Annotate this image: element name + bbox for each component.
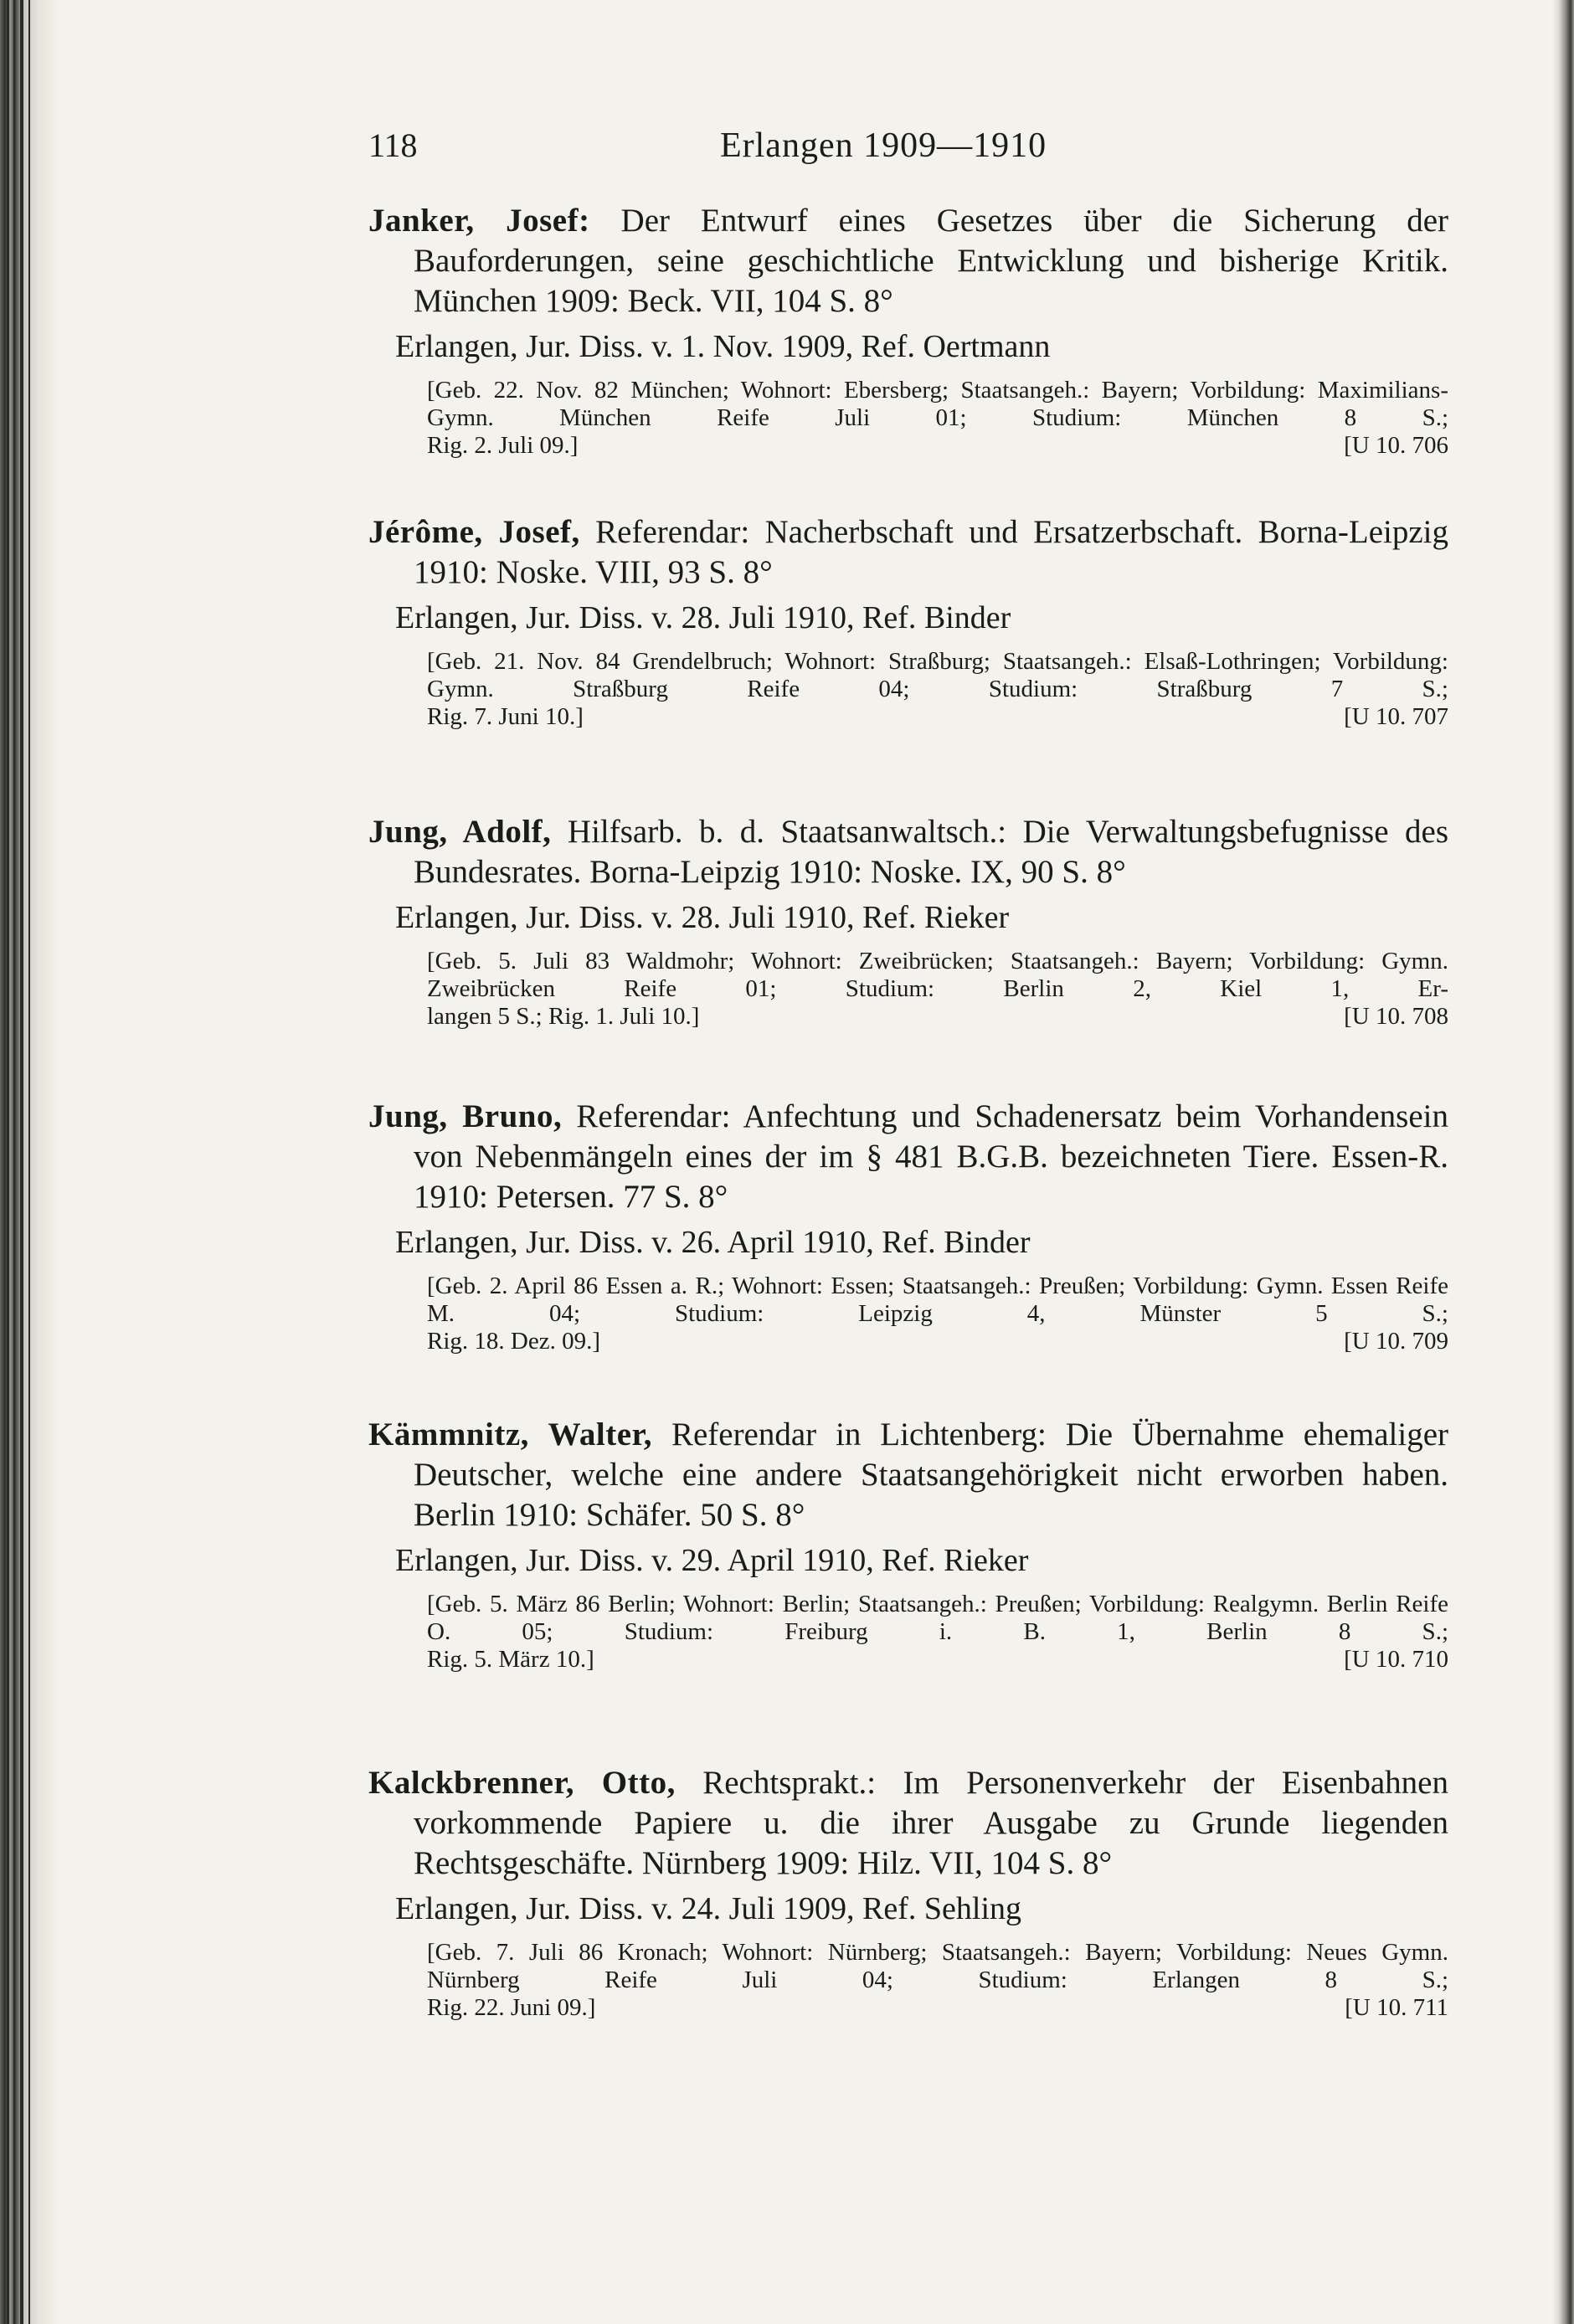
entry-biography-end: Rig. 2. Juli 09.] xyxy=(427,432,579,459)
entry-author: Jung, Bruno, xyxy=(368,1098,563,1134)
entry-biography-text: [Geb. 5. März 86 Berlin; Wohnort: Berlin; Staatsangeh.: Preußen; Vorbildung: Realgymn. Berlin Reife O. 05; Studium: Freiburg i. B. 1, Berlin 8 S.; xyxy=(427,1591,1448,1645)
page-header xyxy=(368,126,1448,176)
entry-dissertation: Erlangen, Jur. Diss. v. 28. Juli 1910, Ref. Binder xyxy=(395,600,1011,635)
entry-dissertation: Erlangen, Jur. Diss. v. 26. April 1910, Ref. Binder xyxy=(395,1225,1031,1260)
entry-biography-end: Rig. 7. Juni 10.] xyxy=(427,703,584,730)
entry-biography-text: [Geb. 7. Juli 86 Kronach; Wohnort: Nürnberg; Staatsangeh.: Bayern; Vorbildung: Neues Gymn. Nürnberg Reife Juli 04; Studium: Erlangen 8 S.; xyxy=(427,1939,1448,1993)
page-number: 118 xyxy=(368,126,418,164)
entry-biography-end: Rig. 22. Juni 09.] xyxy=(427,1994,596,2021)
bibliography-entry xyxy=(368,812,1448,1031)
entry-title-block xyxy=(368,1097,1448,1217)
entry-dissertation: Erlangen, Jur. Diss. v. 29. April 1910, Ref. Rieker xyxy=(395,1543,1029,1578)
bibliography-entry xyxy=(368,1763,1448,2022)
entry-title-block xyxy=(368,1763,1448,1884)
entry-dissertation: Erlangen, Jur. Diss. v. 1. Nov. 1909, Ref. Oertmann xyxy=(395,329,1051,364)
entry-title: Referendar: Nacherbschaft und Ersatzerbschaft. Borna-Leipzig 1910: Noske. VIII, 93 S. 8° xyxy=(414,514,1448,590)
entry-biography-text: [Geb. 21. Nov. 84 Grendelbruch; Wohnort: Straßburg; Staatsangeh.: Elsaß-Lothringen; Vorbildung: Gymn. Straßburg Reife 04; Studium: Straßburg 7 S.; xyxy=(427,648,1448,702)
entry-reference-number: [U 10. 708 xyxy=(1344,1003,1448,1030)
entry-title-block xyxy=(368,512,1448,593)
entry-biography xyxy=(427,1591,1448,1674)
bibliography-entry xyxy=(368,201,1448,460)
entry-biography xyxy=(427,377,1448,460)
bibliography-entry xyxy=(368,1415,1448,1674)
entry-title-block xyxy=(368,201,1448,321)
entry-reference-number: [U 10. 707 xyxy=(1344,703,1448,730)
running-title: Erlangen 1909—1910 xyxy=(720,126,1047,165)
entry-reference-number: [U 10. 706 xyxy=(1344,432,1448,459)
entry-author: Kämmnitz, Walter, xyxy=(368,1417,653,1452)
entry-author: Jung, Adolf, xyxy=(368,814,552,850)
entry-dissertation: Erlangen, Jur. Diss. v. 28. Juli 1910, Ref. Rieker xyxy=(395,900,1010,935)
entry-biography-end: langen 5 S.; Rig. 1. Juli 10.] xyxy=(427,1003,700,1030)
bibliography-entry xyxy=(368,512,1448,731)
entry-dissertation: Erlangen, Jur. Diss. v. 24. Juli 1909, Ref. Sehling xyxy=(395,1891,1021,1926)
entry-title-block xyxy=(368,812,1448,892)
entry-biography-text: [Geb. 22. Nov. 82 München; Wohnort: Ebersberg; Staatsangeh.: Bayern; Vorbildung: Maximilians-Gymn. München Reife Juli 01; Studium: München 8 S.; xyxy=(427,377,1448,431)
entry-biography-text: [Geb. 5. Juli 83 Waldmohr; Wohnort: Zweibrücken; Staatsangeh.: Bayern; Vorbildung: Gymn. Zweibrücken Reife 01; Studium: Berlin 2, Kiel 1, Er- xyxy=(427,948,1448,1002)
entry-biography-text: [Geb. 2. April 86 Essen a. R.; Wohnort: Essen; Staatsangeh.: Preußen; Vorbildung: Gymn. Essen Reife M. 04; Studium: Leipzig 4, Münster 5 S.; xyxy=(427,1273,1448,1327)
page-binding-edge xyxy=(0,0,59,2324)
entry-title: Referendar: Anfechtung und Schadenersatz beim Vorhandensein von Nebenmängeln eines der im § 481 B.G.B. bezeichneten Tiere. Essen-R. 1910: Petersen. 77 S. 8° xyxy=(414,1098,1449,1215)
entry-biography xyxy=(427,948,1448,1031)
entry-reference-number: [U 10. 711 xyxy=(1345,1994,1448,2021)
entry-biography-end: Rig. 5. März 10.] xyxy=(427,1646,594,1673)
entry-title: Referendar in Lichtenberg: Die Übernahme ehemaliger Deutscher, welche eine andere Staatsangehörigkeit nicht erworben haben. Berlin 1910: Schäfer. 50 S. 8° xyxy=(414,1417,1449,1533)
entry-title: Rechtsprakt.: Im Personenverkehr der Eisenbahnen vorkommende Papiere u. die ihrer Ausgabe zu Grunde liegenden Rechtsgeschäfte. Nürnberg 1909: Hilz. VII, 104 S. 8° xyxy=(414,1765,1448,1881)
bibliography-entry xyxy=(368,1097,1448,1355)
entry-reference-number: [U 10. 709 xyxy=(1344,1328,1448,1355)
entry-biography xyxy=(427,1273,1448,1355)
page-right-edge xyxy=(1552,0,1574,2324)
entry-title: Der Entwurf eines Gesetzes über die Sicherung der Bauforderungen, seine geschichtliche Entwicklung und bisherige Kritik. München 1909: Beck. VII, 104 S. 8° xyxy=(414,203,1448,319)
entry-biography xyxy=(427,648,1448,731)
entry-title-block xyxy=(368,1415,1448,1535)
entry-author: Kalckbrenner, Otto, xyxy=(368,1765,676,1801)
entry-reference-number: [U 10. 710 xyxy=(1344,1646,1448,1673)
entry-biography-end: Rig. 18. Dez. 09.] xyxy=(427,1328,600,1355)
entry-author: Jérôme, Josef, xyxy=(368,514,580,550)
entry-biography xyxy=(427,1939,1448,2022)
entry-title: Hilfsarb. b. d. Staatsanwaltsch.: Die Verwaltungsbefugnisse des Bundesrates. Borna-Leipzig 1910: Noske. IX, 90 S. 8° xyxy=(414,814,1448,890)
entry-author: Janker, Josef: xyxy=(368,203,590,239)
